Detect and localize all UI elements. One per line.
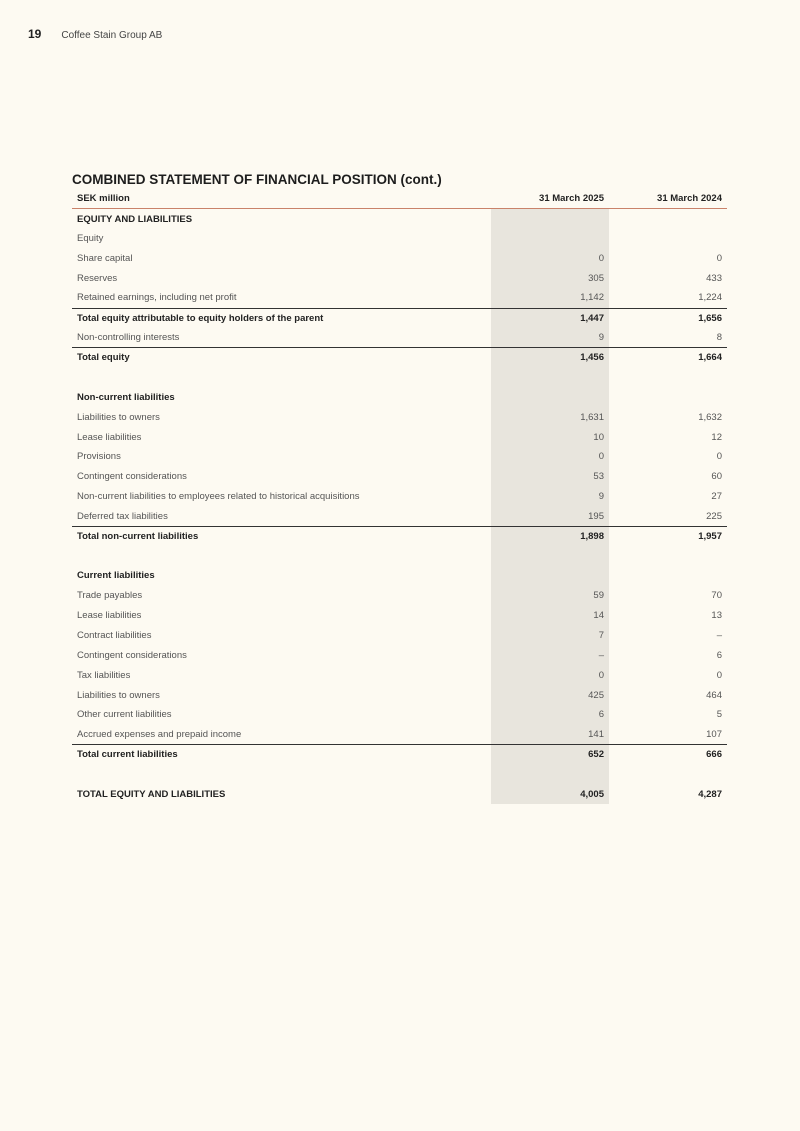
row-label: Non-controlling interests bbox=[77, 332, 180, 344]
row-label: Lease liabilities bbox=[77, 431, 142, 443]
value-2025: 4,005 bbox=[491, 784, 609, 804]
value-2025: 1,456 bbox=[491, 348, 609, 368]
row-label: Total current liabilities bbox=[72, 745, 491, 765]
table-row bbox=[72, 546, 727, 566]
value-2024: 8 bbox=[716, 332, 722, 344]
value-2025: 1,142 bbox=[491, 288, 609, 308]
value-2025 bbox=[491, 566, 609, 586]
value-2024: 225 bbox=[706, 510, 722, 522]
table-row bbox=[72, 308, 727, 328]
value-2024: 464 bbox=[706, 689, 722, 701]
value-2025: 195 bbox=[491, 507, 609, 527]
table-row bbox=[72, 725, 727, 745]
value-2024: 27 bbox=[711, 491, 722, 503]
column-header-2024: 31 March 2024 bbox=[609, 189, 727, 209]
value-2025: 53 bbox=[491, 467, 609, 487]
table-row bbox=[72, 764, 727, 784]
column-header-2025: 31 March 2025 bbox=[491, 189, 609, 209]
row-label: Tax liabilities bbox=[77, 669, 131, 681]
value-2025: 6 bbox=[491, 705, 609, 725]
value-2025 bbox=[491, 368, 609, 388]
table-row bbox=[72, 665, 727, 685]
row-label: Other current liabilities bbox=[77, 709, 172, 721]
value-2025: 141 bbox=[491, 725, 609, 745]
table-row bbox=[72, 387, 727, 407]
value-2025: 0 bbox=[491, 665, 609, 685]
row-label: Current liabilities bbox=[77, 570, 155, 582]
value-2025: 1,898 bbox=[491, 526, 609, 546]
company-name: Coffee Stain Group AB bbox=[61, 30, 163, 41]
statement-title: COMBINED STATEMENT OF FINANCIAL POSITION (cont.) bbox=[72, 172, 442, 187]
value-2024: 70 bbox=[711, 590, 722, 602]
row-label: Deferred tax liabilities bbox=[77, 510, 168, 522]
row-label: Trade payables bbox=[77, 590, 143, 602]
value-2025: – bbox=[491, 645, 609, 665]
value-2024 bbox=[609, 387, 727, 407]
value-2025: 1,631 bbox=[491, 407, 609, 427]
table-row bbox=[72, 467, 727, 487]
value-2024: 0 bbox=[716, 252, 722, 264]
value-2025 bbox=[491, 387, 609, 407]
row-label: Total equity attributable to equity holders of the parent bbox=[72, 308, 491, 328]
value-2024: 1,632 bbox=[698, 411, 722, 423]
row-label: Reserves bbox=[77, 272, 118, 284]
table-row bbox=[72, 447, 727, 467]
value-2024: 1,656 bbox=[609, 308, 727, 328]
page-number: 19 bbox=[28, 27, 42, 41]
table-row bbox=[72, 507, 727, 527]
value-2025: 1,447 bbox=[491, 308, 609, 328]
value-2025: 14 bbox=[491, 606, 609, 626]
value-2024 bbox=[609, 368, 727, 388]
row-label: Liabilities to owners bbox=[77, 411, 160, 423]
row-label: Liabilities to owners bbox=[77, 689, 160, 701]
row-label: TOTAL EQUITY AND LIABILITIES bbox=[77, 788, 226, 800]
value-2024: 1,957 bbox=[609, 526, 727, 546]
row-label bbox=[72, 764, 491, 784]
table-row bbox=[72, 487, 727, 507]
value-2025 bbox=[491, 764, 609, 784]
row-label: Non-current liabilities bbox=[77, 391, 175, 403]
value-2024: 433 bbox=[706, 272, 722, 284]
table-row bbox=[72, 745, 727, 765]
value-2024 bbox=[609, 566, 727, 586]
value-2025: 305 bbox=[491, 268, 609, 288]
value-2025: 0 bbox=[491, 249, 609, 269]
value-2025 bbox=[491, 209, 609, 229]
value-2024: 1,224 bbox=[698, 292, 722, 304]
table-body bbox=[72, 209, 727, 804]
value-2024: 666 bbox=[609, 745, 727, 765]
value-2025: 9 bbox=[491, 328, 609, 348]
value-2025: 10 bbox=[491, 427, 609, 447]
table-row bbox=[72, 626, 727, 646]
value-2025 bbox=[491, 229, 609, 249]
table-row bbox=[72, 705, 727, 725]
value-2025: 652 bbox=[491, 745, 609, 765]
table-row bbox=[72, 586, 727, 606]
value-2024: 6 bbox=[716, 649, 722, 661]
value-2024: 60 bbox=[711, 471, 722, 483]
value-2025: 425 bbox=[491, 685, 609, 705]
table-row bbox=[72, 368, 727, 388]
row-label: Contract liabilities bbox=[77, 629, 152, 641]
table-row bbox=[72, 606, 727, 626]
row-label bbox=[72, 546, 491, 566]
table-row bbox=[72, 407, 727, 427]
value-2024 bbox=[609, 546, 727, 566]
value-2024: 0 bbox=[716, 451, 722, 463]
table-row bbox=[72, 566, 727, 586]
row-label: Contingent considerations bbox=[77, 649, 187, 661]
table-row bbox=[72, 249, 727, 269]
row-label: Non-current liabilities to employees related to historical acquisitions bbox=[77, 491, 360, 503]
financial-position-table bbox=[72, 189, 727, 804]
row-label: Provisions bbox=[77, 451, 121, 463]
table-row bbox=[72, 685, 727, 705]
table-row bbox=[72, 288, 727, 308]
value-2025: 0 bbox=[491, 447, 609, 467]
row-label: Total equity bbox=[72, 348, 491, 368]
table-row bbox=[72, 328, 727, 348]
value-2024: 1,664 bbox=[609, 348, 727, 368]
column-header-label: SEK million bbox=[72, 189, 491, 209]
table-row bbox=[72, 229, 727, 249]
row-label: EQUITY AND LIABILITIES bbox=[77, 213, 193, 225]
table-row bbox=[72, 526, 727, 546]
table-row bbox=[72, 348, 727, 368]
value-2024: 12 bbox=[711, 431, 722, 443]
value-2024: 13 bbox=[711, 610, 722, 622]
value-2024 bbox=[609, 229, 727, 249]
row-label: Accrued expenses and prepaid income bbox=[77, 728, 242, 740]
row-label: Contingent considerations bbox=[77, 471, 187, 483]
table-row bbox=[72, 268, 727, 288]
table-header-row bbox=[72, 189, 727, 209]
value-2025: 9 bbox=[491, 487, 609, 507]
row-label: Total non-current liabilities bbox=[72, 526, 491, 546]
row-label: Retained earnings, including net profit bbox=[77, 292, 237, 304]
value-2025: 7 bbox=[491, 626, 609, 646]
row-label: Lease liabilities bbox=[77, 610, 142, 622]
value-2024: 4,287 bbox=[698, 788, 722, 800]
value-2024 bbox=[609, 764, 727, 784]
value-2025: 59 bbox=[491, 586, 609, 606]
page-header bbox=[28, 27, 162, 41]
row-label bbox=[72, 368, 491, 388]
table-row bbox=[72, 427, 727, 447]
value-2024: 0 bbox=[716, 669, 722, 681]
value-2024: 107 bbox=[706, 728, 722, 740]
row-label: Share capital bbox=[77, 252, 133, 264]
table-row bbox=[72, 784, 727, 804]
value-2024: 5 bbox=[716, 709, 722, 721]
value-2024 bbox=[609, 209, 727, 229]
value-2025 bbox=[491, 546, 609, 566]
table-row bbox=[72, 645, 727, 665]
row-label: Equity bbox=[77, 233, 104, 245]
table-row bbox=[72, 209, 727, 229]
value-2024: – bbox=[716, 629, 722, 641]
